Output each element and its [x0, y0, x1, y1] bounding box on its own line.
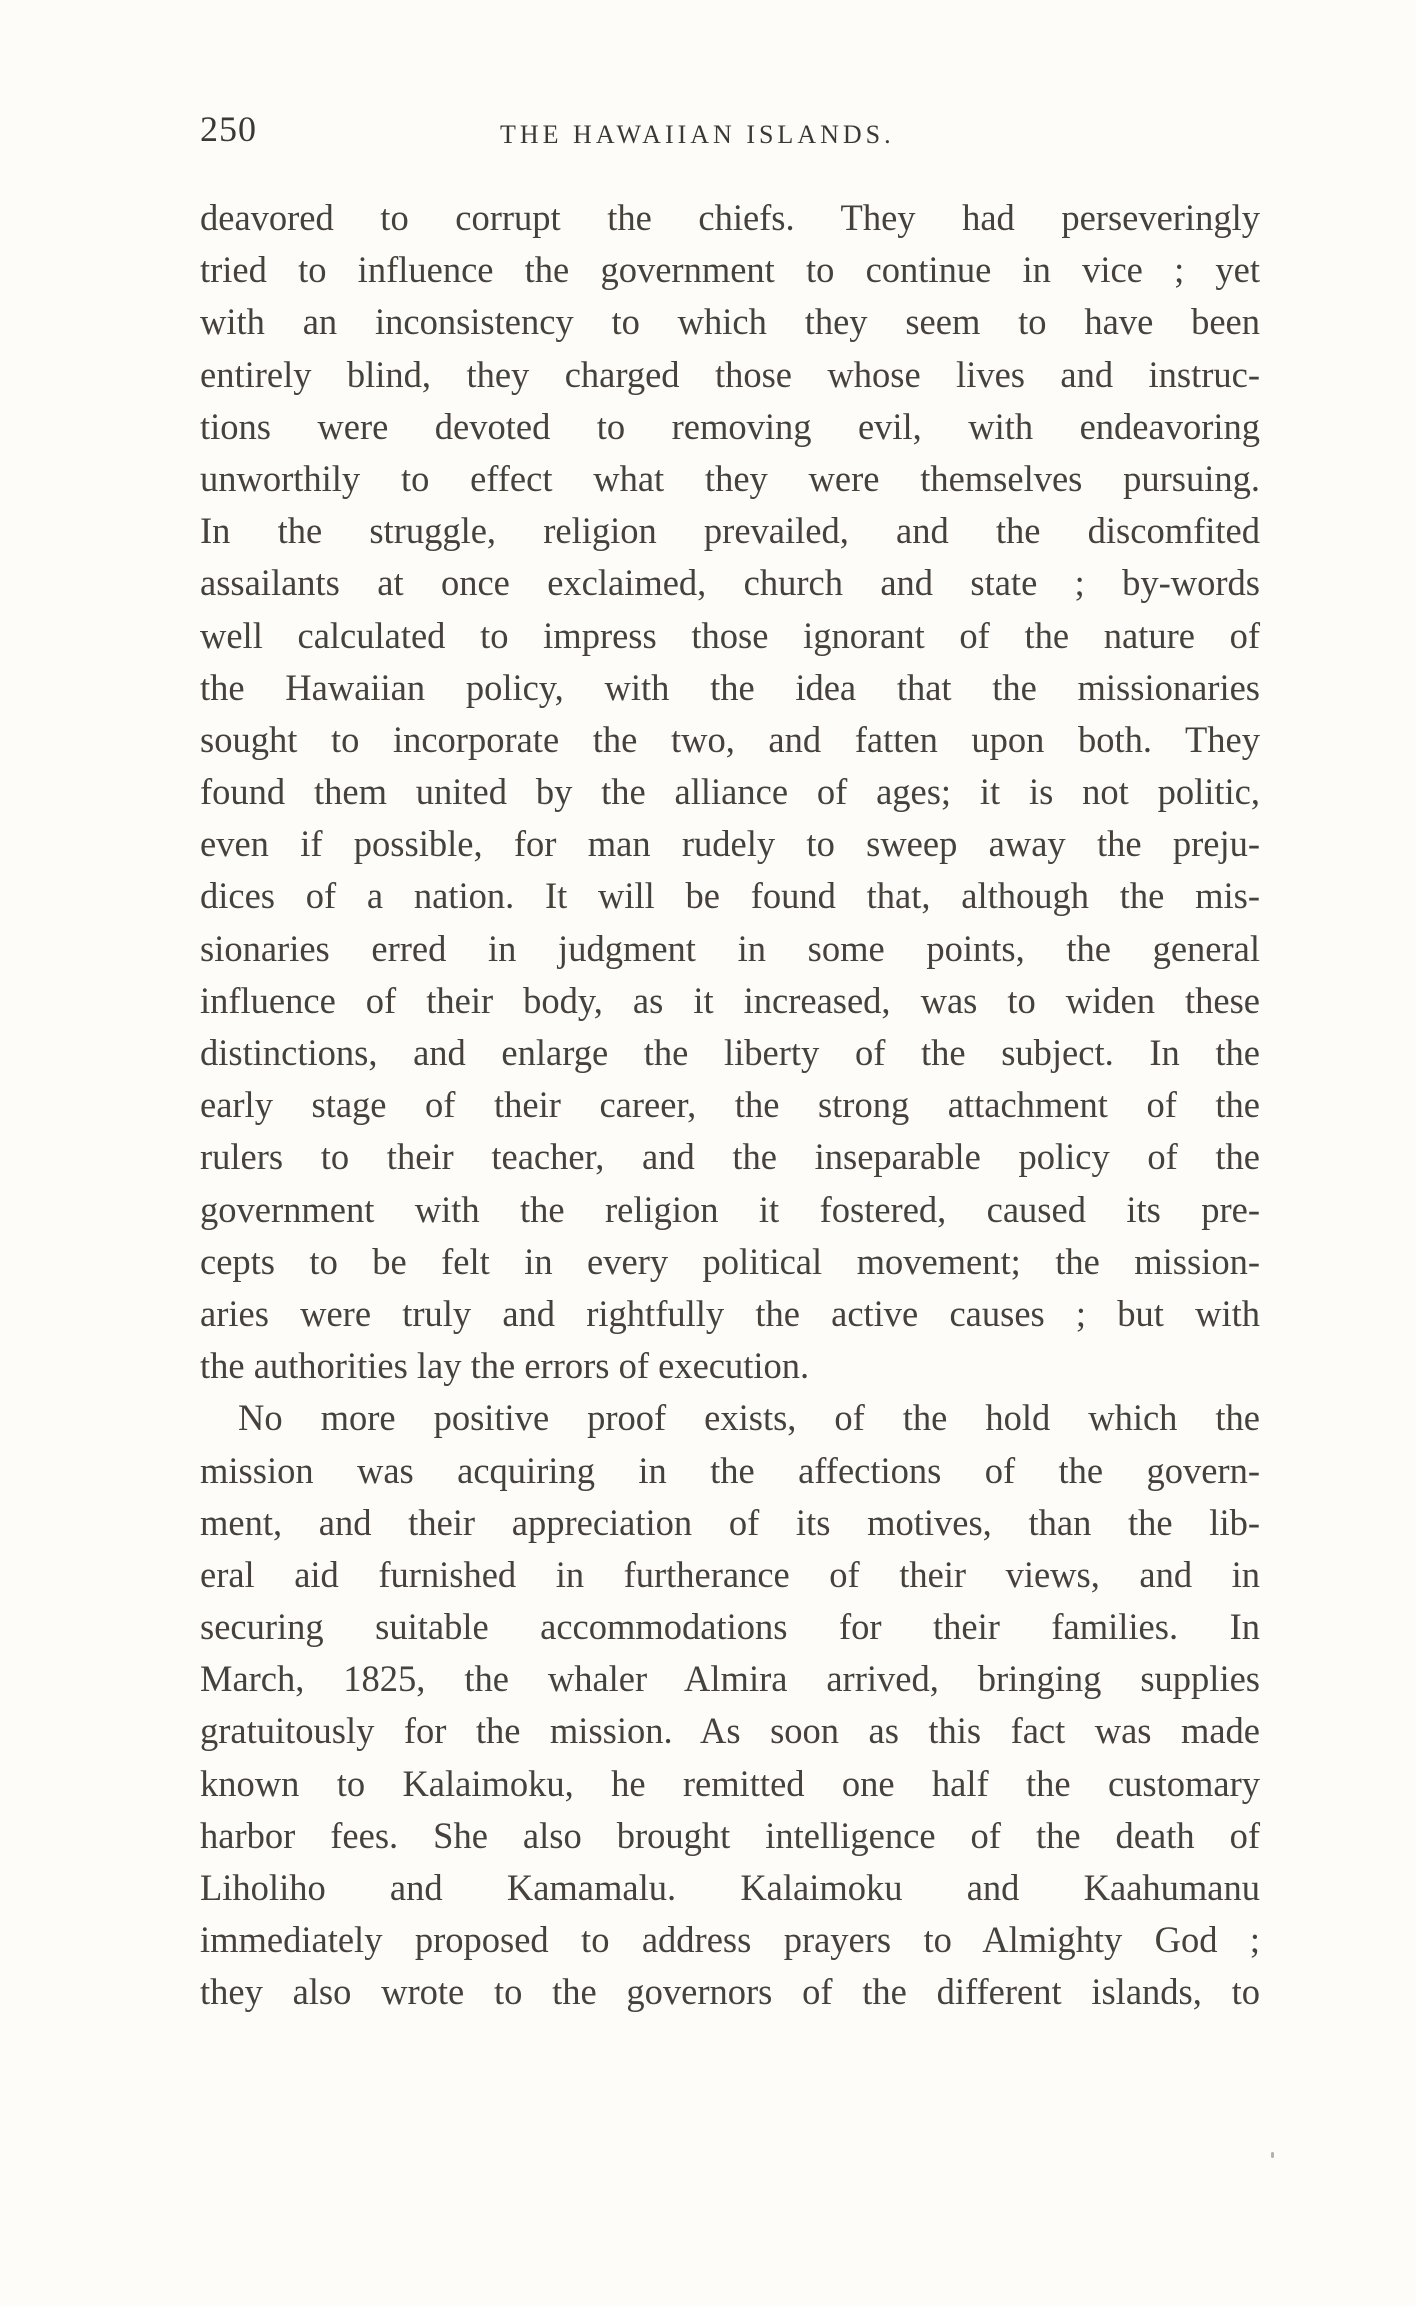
text-line: deavored to corrupt the chiefs. They had perseveringly [200, 197, 1260, 238]
text-line: immediately proposed to address prayers to Almighty God ; [200, 1919, 1260, 1961]
text-line: assailants at once exclaimed, church and state ; by-words [200, 562, 1260, 604]
text-line: ment, and their appreciation of its motives, than the lib- [200, 1501, 1260, 1543]
print-speck [1271, 2152, 1274, 2158]
page-number: 250 [200, 109, 257, 149]
text-line: well calculated to impress those ignorant of the nature of [200, 614, 1260, 656]
text-line: rulers to their teacher, and the inseparable policy of the [200, 1136, 1260, 1178]
body-text [200, 192, 1260, 2019]
text-line: unworthily to effect what they were themselves pursuing. [200, 457, 1260, 499]
text-line: known to Kalaimoku, he remitted one half the customary [200, 1762, 1260, 1804]
text-line: found them united by the alliance of ages; it is not politic, [200, 771, 1260, 813]
text-line: sionaries erred in judgment in some points, the general [200, 927, 1260, 969]
text-line: distinctions, and enlarge the liberty of the subject. In the [200, 1032, 1260, 1073]
text-line: harbor fees. She also brought intelligence of the death of [200, 1814, 1260, 1856]
text-line: In the struggle, religion prevailed, and the discomfited [200, 510, 1260, 552]
text-line: eral aid furnished in furtherance of their views, and in [200, 1553, 1260, 1595]
text-line: March, 1825, the whaler Almira arrived, bringing supplies [200, 1658, 1260, 1700]
text-line: early stage of their career, the strong attachment of the [200, 1084, 1260, 1126]
text-line: aries were truly and rightfully the active causes ; but with [200, 1292, 1260, 1334]
text-line: tions were devoted to removing evil, with endeavoring [200, 405, 1260, 447]
text-line: sought to incorporate the two, and fatten upon both. They [200, 718, 1260, 760]
text-line: government with the religion it fostered, caused its pre- [200, 1188, 1260, 1230]
text-line: the Hawaiian policy, with the idea that the missionaries [200, 666, 1260, 708]
text-line: even if possible, for man rudely to sweep away the preju- [200, 823, 1260, 865]
text-line: mission was acquiring in the affections of the govern- [200, 1449, 1260, 1491]
text-line: Liholiho and Kamamalu. Kalaimoku and Kaahumanu [200, 1867, 1260, 1908]
text-line: tried to influence the government to continue in vice ; yet [200, 249, 1260, 291]
paragraph [200, 192, 1260, 1392]
text-line: gratuitously for the mission. As soon as this fact was made [200, 1710, 1260, 1752]
text-line: entirely blind, they charged those whose lives and instruc- [200, 353, 1260, 395]
text-line: with an inconsistency to which they seem to have been [200, 301, 1260, 343]
running-head: THE HAWAIIAN ISLANDS. [500, 120, 895, 149]
page-header [200, 108, 1260, 158]
text-line: dices of a nation. It will be found that, although the mis- [200, 875, 1260, 917]
text-line: influence of their body, as it increased, was to widen these [200, 979, 1260, 1021]
text-line: cepts to be felt in every political movement; the mission- [200, 1240, 1260, 1282]
text-line: No more positive proof exists, of the hold which the [238, 1397, 1260, 1439]
text-line: they also wrote to the governors of the different islands, to [200, 1971, 1260, 2013]
paragraph [200, 1392, 1260, 2018]
text-line: the authorities lay the errors of execution. [200, 1345, 810, 1387]
text-line: securing suitable accommodations for their families. In [200, 1606, 1260, 1648]
